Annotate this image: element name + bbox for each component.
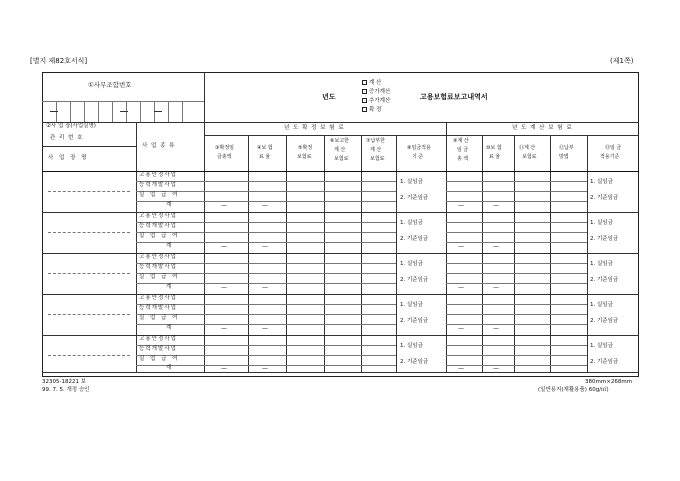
col-est-rate: ⑩보 험 [486,145,502,151]
biz-type: 실 업 급 여 [139,192,180,198]
confirm-option-label: 확 정 [369,107,382,113]
mgmt-no-label: 관 리 번 호 [50,135,84,141]
dash: — [221,325,227,332]
wage-option: 2. 기준임금 [400,359,429,365]
biz-type-label: 사 업 종 류 [142,143,176,149]
biz-type: 고용안정사업 [139,213,177,219]
wage-option: 1. 실임금 [590,220,613,226]
col-est-premium-2: 보험료 [522,154,537,160]
dash: — [458,365,464,372]
dash: — [262,325,268,332]
calc-option-label: 계 산 [369,80,382,86]
dash: — [493,284,499,291]
wage-option: 2. 기준임금 [590,236,619,242]
wage-option: 1. 실임금 [590,302,613,308]
col-est-wage-3: 총 액 [457,156,469,162]
calc-checkbox[interactable] [362,80,367,85]
wage-option: 2. 기준임금 [400,277,429,283]
dash: — [493,243,499,250]
col-est-premium: ⑪계 산 [519,145,536,151]
col-confirmed-premium-2: 보험료 [297,154,312,160]
col-est-wage-2: 임 금 [457,147,469,153]
increase-checkbox[interactable] [362,89,367,94]
confirmed-section: 년 도 확 정 보 험 료 [284,125,345,131]
col-paid-2: 계 산 [370,147,382,153]
wage-option: 1. 실임금 [590,179,613,185]
union-number-label: ①사무조합번호 [88,81,132,89]
dash: — [262,284,268,291]
dash: — [262,202,268,209]
col-confirmed-wage: ③확정임 [215,145,234,151]
wage-option: 1. 실임금 [590,261,613,267]
footer-size: 380mm×268mm [585,379,633,385]
form-number: [별지 제82호서식] [30,57,88,65]
biz-type: 실 업 급 여 [139,356,180,362]
col-reported-2: 계 산 [334,147,346,153]
employer-label: ②사 업 장(사업실명) [46,123,96,129]
biz-type: 고용안정사업 [139,254,177,260]
page-label: (제1쪽) [610,57,634,65]
biz-type-total: 계 [166,365,172,371]
dash: — [262,243,268,250]
increase-option-label: 증가계산 [369,89,391,95]
footer-code: 32305-18221 보 [42,379,87,385]
biz-type-total: 계 [166,243,172,249]
col-paid-3: 보험료 [370,156,385,162]
biz-type: 실 업 급 여 [139,315,180,321]
biz-type: 고용안정사업 [139,336,177,342]
dash: — [221,284,227,291]
col-est-basis-2: 적용기준 [600,154,620,160]
add-option-label: 추가계산 [369,98,391,104]
year-label: 년도 [322,93,336,101]
form-title: 고용보험료보고내역서 [420,93,488,101]
biz-type: 능력개발사업 [139,264,177,270]
col-rate-2: 료 율 [259,154,271,160]
col-paid: ⑦납부한 [366,138,385,144]
biz-type: 고용안정사업 [139,295,177,301]
col-confirmed-wage-2: 금총액 [217,154,232,160]
estimate-section: 년 도 계 산 보 험 료 [512,125,573,131]
dash: — [493,325,499,332]
footer-paper: (일반용지(재활용품) 60g/㎡) [538,387,609,393]
dash: — [458,202,464,209]
dash: — [458,243,464,250]
biz-type: 능력개발사업 [139,346,177,352]
wage-option: 2. 기준임금 [590,195,619,201]
col-est-rate-2: 료 율 [489,154,501,160]
wage-option: 2. 기준임금 [400,318,429,324]
wage-option: 2. 기준임금 [400,236,429,242]
wage-option: 2. 기준임금 [590,318,619,324]
dash: — [493,365,499,372]
dash: — [458,284,464,291]
biz-type: 능력개발사업 [139,223,177,229]
dash: — [262,365,268,372]
dash: — [458,325,464,332]
dash: — [221,202,227,209]
wage-option: 1. 실임금 [400,220,423,226]
col-rate: ④보 험 [257,145,273,151]
col-payment: ⑫납부 [559,145,574,151]
biz-type-total: 계 [166,202,172,208]
col-est-wage: ⑨계 산 [453,138,469,144]
col-wage-basis: ⑧임금적용 [407,145,431,151]
wage-option: 1. 실임금 [590,343,613,349]
wage-option: 1. 실임금 [400,302,423,308]
col-est-basis: ⑬임 금 [605,145,622,151]
footer-approval: 99. 7. 5. 개정 승인 [42,387,90,393]
confirm-checkbox[interactable] [362,107,367,112]
dash: — [221,243,227,250]
wage-option: 2. 기준임금 [590,277,619,283]
wage-option: 1. 실임금 [400,179,423,185]
dash: — [493,202,499,209]
biz-type-total: 계 [166,284,172,290]
biz-type: 능력개발사업 [139,182,177,188]
biz-type: 실 업 급 여 [139,274,180,280]
col-reported-3: 보험료 [334,156,349,162]
wage-option: 1. 실임금 [400,261,423,267]
biz-type: 실 업 급 여 [139,233,180,239]
col-reported: ⑥보고한 [330,138,349,144]
add-checkbox[interactable] [362,98,367,103]
biz-type: 능력개발사업 [139,305,177,311]
wage-option: 2. 기준임금 [590,359,619,365]
biz-name-label: 사 업 장 명 [48,155,89,161]
biz-type: 고용안정사업 [139,172,177,178]
dash: — [221,365,227,372]
wage-option: 1. 실임금 [400,343,423,349]
col-wage-basis-2: 기 준 [412,154,424,160]
col-payment-2: 방법 [559,154,569,160]
wage-option: 2. 기준임금 [400,195,429,201]
biz-type-total: 계 [166,325,172,331]
col-confirmed-premium: ⑤확정 [298,145,313,151]
